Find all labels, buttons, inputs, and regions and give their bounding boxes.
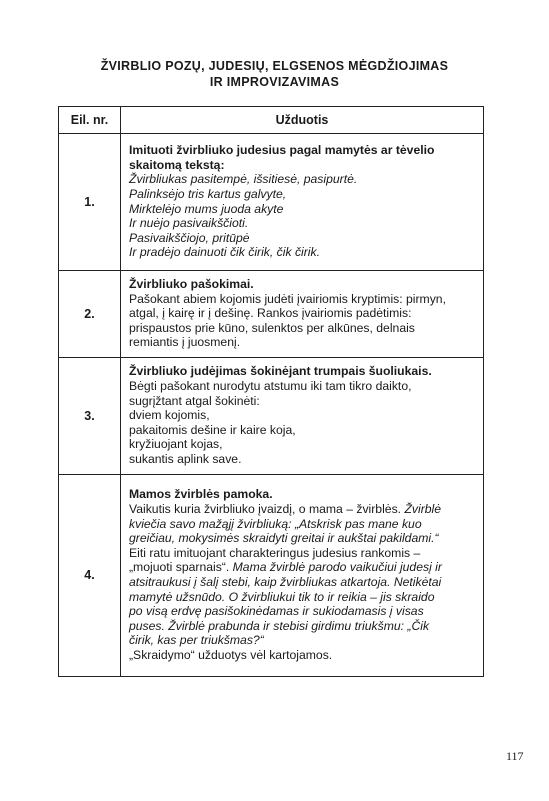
table-row — [59, 475, 484, 677]
task-line: puses. Žvirblė prabunda ir stebisi girdimu triukšmu: „Čik — [129, 618, 430, 633]
task-text: Mama žvirblė parodo vaikučiui judesį ir — [232, 560, 442, 575]
table-row — [59, 358, 484, 475]
task-text: Žvirblė — [404, 502, 442, 517]
task-line: sugrįžtant atgal šokinėti: — [129, 393, 260, 408]
task-line: Palinksėjo tris kartus galvyte, — [129, 186, 287, 201]
task-line: dviem kojomis, — [129, 408, 210, 423]
task-heading: Žvirbliuko pašokimai. — [129, 277, 254, 292]
task-heading: Imituoti žvirbliuko judesius pagal mamytės ar tėvelio — [129, 143, 435, 158]
task-cell — [121, 475, 484, 677]
task-line: Mirktelėjo mums juoda akyte — [129, 201, 284, 216]
task-line: kryžiuojant kojas, — [129, 437, 223, 452]
table-row — [59, 134, 484, 271]
task-cell — [121, 358, 484, 475]
task-text: „mojuoti sparnais“. — [129, 560, 233, 575]
task-line: Ir nuėjo pasivaikščioti. — [129, 216, 249, 231]
task-line: po visą erdvę pasišokinėdamas ir sukiodamasis į visas — [129, 604, 424, 619]
task-heading: Žvirbliuko judėjimas šokinėjant trumpais šuoliukais. — [129, 364, 432, 379]
task-line: atgal, į kairę ir į dešinę. Rankos įvairiomis padėtimis: — [129, 306, 412, 321]
row-number: 3. — [59, 358, 121, 475]
row-number: 1. — [59, 134, 121, 271]
task-line: Bėgti pašokant nurodytu atstumu iki tam tikro daikto, — [129, 379, 412, 394]
task-line: sukantis aplink save. — [129, 451, 242, 466]
column-header-task: Užduotis — [121, 107, 484, 134]
row-number: 4. — [59, 475, 121, 677]
page-number: 117 — [506, 749, 524, 763]
task-cell — [121, 271, 484, 358]
task-line: čirik, kas per triukšmas?“ — [129, 633, 264, 648]
task-cell — [121, 134, 484, 271]
task-line: Eiti ratu imituojant charakteringus judesius rankomis – — [129, 545, 421, 560]
table-header-row — [59, 107, 484, 134]
task-heading: Mamos žvirblės pamoka. — [129, 487, 273, 502]
task-line: kviečia savo mažąjį žvirbliuką: „Atskrisk pas mane kuo — [129, 516, 422, 531]
task-line: „Skraidymo“ užduotys vėl kartojamos. — [129, 647, 333, 662]
task-line: Pašokant abiem kojomis judėti įvairiomis kryptimis: pirmyn, — [129, 291, 446, 306]
title-line-2: IR IMPROVIZAVIMAS — [209, 75, 340, 89]
task-line: remiantis į juosmenį. — [129, 335, 241, 350]
table-row — [59, 271, 484, 358]
task-line: mamytė užsnūdo. O žvirbliukui tik to ir reikia – jis skraido — [129, 589, 435, 604]
task-line: Žvirbliukas pasitempė, išsitiesė, pasipurtė. — [129, 172, 358, 187]
task-heading: skaitomą tekstą: — [129, 157, 225, 172]
task-line: Ir pradėjo dainuoti čik čirik, čik čirik. — [129, 245, 320, 260]
task-line: prispaustos prie kūno, sulenktos per alkūnes, delnais — [129, 320, 415, 335]
task-line: Pasivaikščiojo, pritūpė — [129, 230, 250, 245]
row-number: 2. — [59, 271, 121, 358]
title-line-1: ŽVIRBLIO POZŲ, JUDESIŲ, ELGSENOS MĖGDŽIOJIMAS — [100, 59, 449, 73]
task-line: atsitraukusi į šalį stebi, kaip žvirbliukas atkartoja. Netikėtai — [129, 575, 442, 589]
page-title — [0, 58, 549, 90]
task-text: Vaikutis kuria žvirbliuko įvaizdį, o mama – žvirblės. — [129, 502, 405, 517]
task-line: pakaitomis dešine ir kaire koja, — [129, 422, 296, 437]
column-header-number: Eil. nr. — [59, 107, 121, 134]
task-line: greičiau, mokysimės skraidyti greitai ir aukštai pakildami.“ — [129, 531, 439, 546]
task-table — [58, 106, 484, 677]
